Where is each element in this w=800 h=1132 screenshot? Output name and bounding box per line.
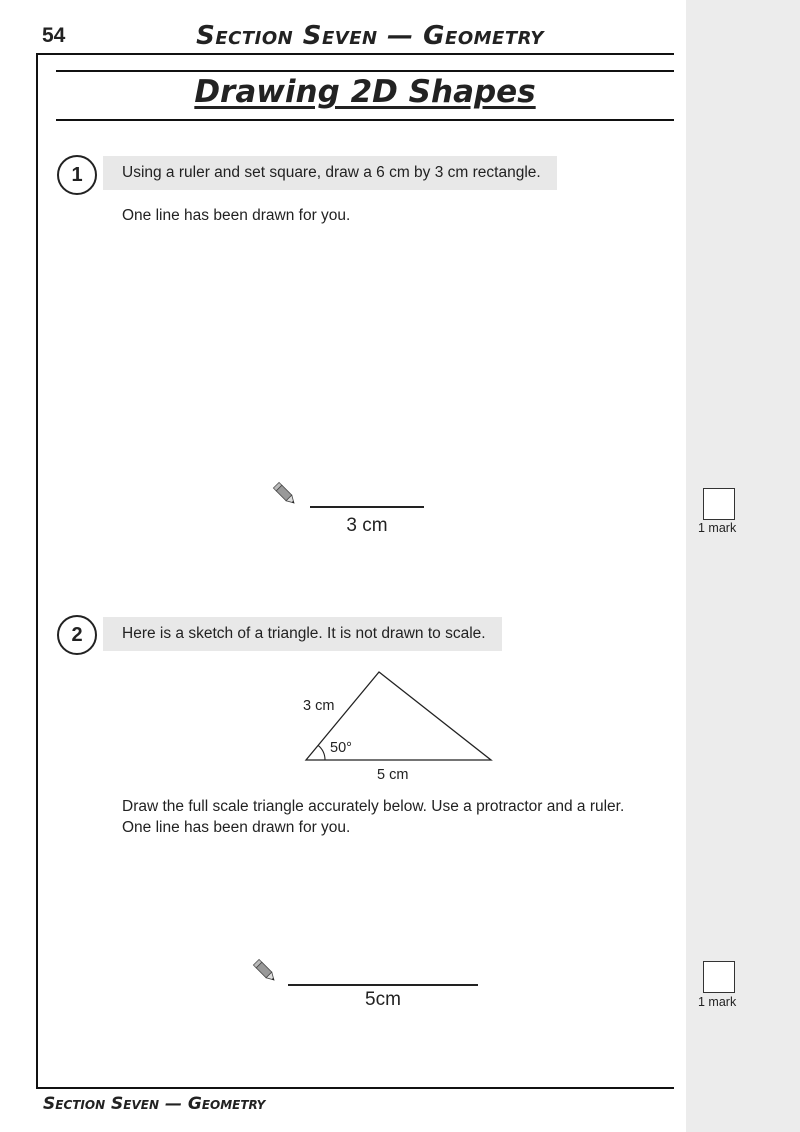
question-2-prompt: Here is a sketch of a triangle. It is not drawn to scale. (103, 617, 502, 651)
question-1-given-line (310, 506, 424, 508)
section-header: Section Seven — Geometry (196, 21, 544, 51)
page-title: Drawing 2D Shapes (194, 74, 536, 110)
question-2-instruction (122, 796, 624, 838)
question-2-given-line (288, 984, 478, 986)
title-rule-top (56, 70, 674, 72)
sketch-side-label: 3 cm (303, 698, 335, 714)
frame-top-border (36, 53, 674, 55)
sketch-angle-label: 50° (330, 740, 352, 756)
question-2-number: 2 (57, 615, 97, 655)
frame-bottom-border (36, 1087, 674, 1089)
question-2-instruction-line-2: One line has been drawn for you. (122, 819, 351, 836)
question-2-mark-label: 1 mark (698, 995, 737, 1009)
sketch-base-label: 5 cm (377, 767, 409, 783)
triangle-sketch (290, 660, 510, 790)
question-1-mark-label: 1 mark (698, 521, 737, 535)
question-1-mark-box[interactable] (703, 488, 735, 520)
pencil-icon (268, 478, 300, 508)
question-2-mark-box[interactable] (703, 961, 735, 993)
question-1-number: 1 (57, 155, 97, 195)
pencil-icon (248, 955, 280, 985)
question-2-line-label: 5cm (365, 989, 401, 1010)
question-1-line-label: 3 cm (346, 515, 388, 536)
frame-left-border (36, 53, 38, 1089)
page-number: 54 (42, 24, 66, 47)
question-2-instruction-line-1: Draw the full scale triangle accurately below. Use a protractor and a ruler. (122, 798, 625, 815)
question-1-prompt: Using a ruler and set square, draw a 6 cm by 3 cm rectangle. (103, 156, 557, 190)
question-1-note: One line has been drawn for you. (122, 207, 351, 224)
angle-arc (318, 745, 325, 760)
footer-section-title: Section Seven — Geometry (43, 1094, 266, 1114)
title-rule-bottom (56, 119, 674, 121)
